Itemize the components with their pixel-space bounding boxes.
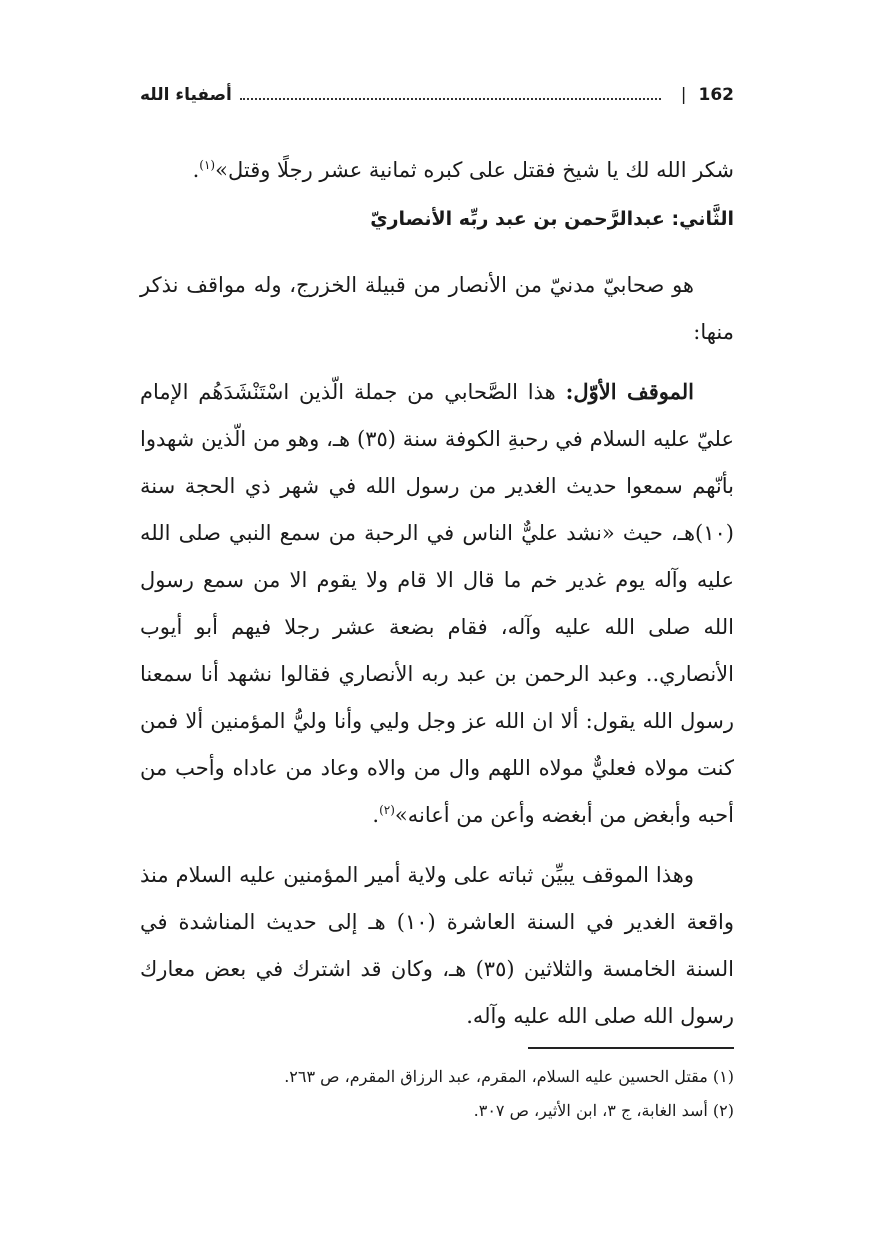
opening-line: شكر الله لك يا شيخ فقتل على كبره ثمانية عشر رجلًا وقتل»$^{(١)}$. — [192, 158, 734, 182]
paragraph-intro: هو صحابيّ مدنيّ من الأنصار من قبيلة الخزرج، وله مواقف نذكر منها: — [140, 273, 734, 344]
paragraph-conclusion: وهذا الموقف يبيِّن ثباته على ولاية أمير المؤمنين عليه السلام منذ واقعة الغدير في السنة العاشرة (١٠) هـ إلى حديث المناشدة في السنة الخامسة والثلاثين (٣٥) هـ، وكان قد اشترك في بعض معارك رسول الله صلى الله عليه وآله. — [140, 863, 734, 1028]
footnote-ref-2: (٢) — [379, 803, 395, 817]
footnote-item: (٢) أسد الغابة، ج ٣، ابن الأثير، ص ٣٠٧. — [473, 1101, 734, 1120]
footnote-divider — [528, 1047, 734, 1049]
page-number: 162 — [698, 85, 734, 105]
footnotes-list — [140, 1060, 734, 1128]
section-heading: الثَّاني: عبدالرَّحمن بن عبد ربِّه الأنصاريّ — [370, 208, 734, 230]
header-dotted-leader — [240, 98, 661, 100]
header-separator: | — [680, 85, 687, 105]
footnote-item: (١) مقتل الحسين عليه السلام، المقرم، عبد الرزاق المقرم، ص ٢٦٣. — [284, 1067, 734, 1086]
paragraph-first-position: الموقف الأوّل: هذا الصَّحابي من جملة الّذين اسْتَنْشَدَهُم الإمام عليّ عليه السلام في رحبةِ الكوفة سنة (٣٥) هـ، وهو من الّذين شهدوا بأنّهم سمعوا حديث الغدير من رسول الله في شهر ذي الحجة سنة (١٠)هـ، حيث «نشد عليٌّ الناس في الرحبة من سمع النبي صلى الله عليه وآله يوم غدير خم ما قال الا قام ولا يقوم الا من سمع رسول الله صلى الله عليه وآله، فقام بضعة عشر رجلا فيهم أبو أيوب الأنصاري.. وعبد الرحمن بن عبد ربه الأنصاري فقالوا نشهد أنا سمعنا رسول الله يقول: ألا ان الله عز وجل وليي وأنا وليُّ المؤمنين ألا فمن كنت مولاه فعليٌّ مولاه اللهم وال من والاه وعاد من عاداه وأحب من أحبه وأبغض من أبغضه وأعن من أعانه»$^{(٢)}$. — [140, 379, 734, 827]
opening-line-text: شكر الله لك يا شيخ فقتل على كبره ثمانية عشر رجلًا وقتل» — [215, 158, 734, 182]
book-title: أصفياء الله — [140, 85, 232, 105]
first-position-text: هذا الصَّحابي من جملة الّذين اسْتَنْشَدَهُم الإمام عليّ عليه السلام في رحبةِ الكوفة سنة (٣٥) هـ، وهو من الّذين شهدوا بأنّهم سمعوا حديث الغدير من رسول الله في شهر ذي الحجة سنة (١٠)هـ، حيث «نشد عليٌّ الناس في الرحبة من سمع النبي صلى الله عليه وآله يوم غدير خم ما قال الا قام ولا يقوم الا من سمع رسول الله صلى الله عليه وآله، فقام بضعة عشر رجلا فيهم أبو أيوب الأنصاري.. وعبد الرحمن بن عبد ربه الأنصاري فقالوا نشهد أنا سمعنا رسول الله يقول: ألا ان الله عز وجل وليي وأنا وليُّ المؤمنين ألا فمن كنت مولاه فعليٌّ مولاه اللهم وال من والاه وعاد من عاداه وأحب من أحبه وأبغض من أبغضه وأعن من أعانه» — [140, 380, 734, 827]
footnote-ref-1: (١) — [199, 158, 216, 172]
first-position-label: الموقف الأوّل: — [565, 379, 694, 404]
page-header — [140, 80, 734, 110]
